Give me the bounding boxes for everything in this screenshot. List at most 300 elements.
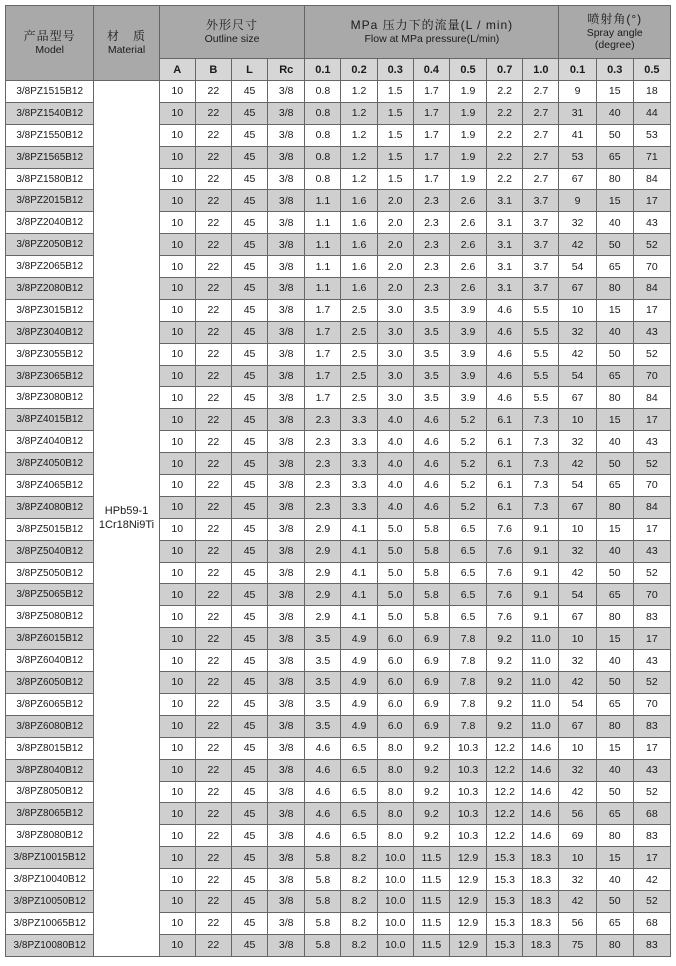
flow-cell: 3.1: [487, 256, 523, 278]
angle-cell: 68: [633, 803, 670, 825]
angle-cell: 54: [559, 365, 596, 387]
angle-cell: 17: [633, 518, 670, 540]
flow-cell: 6.5: [449, 518, 486, 540]
angle-col-header: 0.5: [633, 59, 670, 81]
dim-a-cell: 10: [159, 847, 195, 869]
outline-header: [159, 6, 305, 59]
flow-cell: 9.2: [487, 650, 523, 672]
angle-cell: 40: [596, 540, 633, 562]
dim-l-cell: 45: [231, 453, 267, 475]
angle-cell: 83: [633, 825, 670, 847]
flow-cell: 8.2: [341, 934, 377, 956]
flow-cell: 1.7: [305, 299, 341, 321]
flow-cell: 1.9: [449, 168, 486, 190]
flow-cell: 1.7: [413, 81, 449, 103]
flow-cell: 3.0: [377, 299, 413, 321]
dim-l-cell: 45: [231, 496, 267, 518]
dim-rc-cell: 3/8: [268, 934, 305, 956]
flow-cell: 1.1: [305, 278, 341, 300]
angle-cell: 43: [633, 431, 670, 453]
flow-cell: 1.6: [341, 278, 377, 300]
model-cell: 3/8PZ8015B12: [6, 737, 94, 759]
dim-a-cell: 10: [159, 168, 195, 190]
flow-cell: 0.8: [305, 124, 341, 146]
flow-cell: 4.9: [341, 672, 377, 694]
flow-cell: 15.3: [487, 912, 523, 934]
flow-cell: 3.5: [413, 343, 449, 365]
pressure-col-header: 1.0: [523, 59, 559, 81]
flow-cell: 2.9: [305, 518, 341, 540]
flow-header: [305, 6, 559, 59]
angle-cell: 65: [596, 803, 633, 825]
angle-cell: 10: [559, 628, 596, 650]
flow-cell: 2.2: [487, 124, 523, 146]
angle-cell: 83: [633, 934, 670, 956]
dim-rc-cell: 3/8: [268, 475, 305, 497]
flow-cell: 15.3: [487, 890, 523, 912]
flow-cell: 14.6: [523, 825, 559, 847]
dim-a-cell: 10: [159, 475, 195, 497]
pressure-col-header: 0.5: [449, 59, 486, 81]
angle-cell: 84: [633, 496, 670, 518]
angle-cell: 54: [559, 693, 596, 715]
model-cell: 3/8PZ4040B12: [6, 431, 94, 453]
angle-cell: 17: [633, 190, 670, 212]
angle-cell: 15: [596, 299, 633, 321]
dim-l-cell: 45: [231, 278, 267, 300]
angle-cell: 65: [596, 365, 633, 387]
dim-a-cell: 10: [159, 234, 195, 256]
dim-b-cell: 22: [195, 256, 231, 278]
flow-cell: 4.0: [377, 475, 413, 497]
model-cell: 3/8PZ1565B12: [6, 146, 94, 168]
angle-cell: 50: [596, 890, 633, 912]
flow-cell: 4.6: [413, 409, 449, 431]
flow-cell: 9.1: [523, 584, 559, 606]
angle-cell: 83: [633, 715, 670, 737]
flow-cell: 2.6: [449, 256, 486, 278]
flow-cell: 10.3: [449, 759, 486, 781]
angle-cell: 9: [559, 81, 596, 103]
dim-rc-cell: 3/8: [268, 650, 305, 672]
flow-cell: 5.2: [449, 475, 486, 497]
flow-cell: 9.1: [523, 606, 559, 628]
flow-cell: 9.2: [487, 672, 523, 694]
angle-cell: 67: [559, 168, 596, 190]
flow-cell: 6.9: [413, 715, 449, 737]
model-cell: 3/8PZ6050B12: [6, 672, 94, 694]
dim-a-cell: 10: [159, 693, 195, 715]
dim-rc-cell: 3/8: [268, 606, 305, 628]
dim-l-cell: 45: [231, 365, 267, 387]
angle-cell: 17: [633, 299, 670, 321]
model-cell: 3/8PZ6040B12: [6, 650, 94, 672]
angle-cell: 17: [633, 409, 670, 431]
dim-b-cell: 22: [195, 234, 231, 256]
flow-cell: 1.5: [377, 168, 413, 190]
flow-cell: 10.3: [449, 737, 486, 759]
flow-cell: 6.5: [341, 759, 377, 781]
dim-l-cell: 45: [231, 715, 267, 737]
angle-cell: 52: [633, 562, 670, 584]
flow-cell: 4.1: [341, 540, 377, 562]
flow-cell: 4.9: [341, 715, 377, 737]
flow-cell: 4.0: [377, 453, 413, 475]
angle-cell: 70: [633, 584, 670, 606]
flow-cell: 3.7: [523, 190, 559, 212]
dim-l-cell: 45: [231, 759, 267, 781]
dim-rc-cell: 3/8: [268, 869, 305, 891]
angle-cell: 84: [633, 387, 670, 409]
dim-l-cell: 45: [231, 628, 267, 650]
dim-a-cell: 10: [159, 190, 195, 212]
dim-a-cell: 10: [159, 299, 195, 321]
dim-rc-cell: 3/8: [268, 759, 305, 781]
dim-l-cell: 45: [231, 803, 267, 825]
flow-cell: 3.7: [523, 278, 559, 300]
flow-cell: 1.7: [305, 365, 341, 387]
dim-a-cell: 10: [159, 278, 195, 300]
flow-cell: 14.6: [523, 759, 559, 781]
flow-cell: 2.0: [377, 190, 413, 212]
dim-l-cell: 45: [231, 606, 267, 628]
flow-cell: 10.0: [377, 912, 413, 934]
flow-cell: 12.9: [449, 847, 486, 869]
flow-cell: 5.2: [449, 453, 486, 475]
flow-cell: 3.5: [413, 387, 449, 409]
angle-cell: 40: [596, 869, 633, 891]
flow-cell: 4.6: [487, 321, 523, 343]
angle-cell: 10: [559, 518, 596, 540]
flow-cell: 5.8: [413, 562, 449, 584]
flow-cell: 6.9: [413, 628, 449, 650]
model-cell: 3/8PZ5065B12: [6, 584, 94, 606]
dim-l-cell: 45: [231, 190, 267, 212]
flow-cell: 6.5: [449, 540, 486, 562]
angle-cell: 67: [559, 278, 596, 300]
model-cell: 3/8PZ6080B12: [6, 715, 94, 737]
flow-cell: 4.9: [341, 650, 377, 672]
flow-cell: 5.5: [523, 365, 559, 387]
flow-cell: 3.5: [305, 672, 341, 694]
pressure-col-header: 0.7: [487, 59, 523, 81]
flow-cell: 3.9: [449, 343, 486, 365]
flow-cell: 12.9: [449, 934, 486, 956]
dim-rc-cell: 3/8: [268, 693, 305, 715]
angle-cell: 10: [559, 409, 596, 431]
angle-cell: 17: [633, 737, 670, 759]
model-cell: 3/8PZ2065B12: [6, 256, 94, 278]
model-cell: 3/8PZ8080B12: [6, 825, 94, 847]
angle-cell: 80: [596, 387, 633, 409]
flow-cell: 1.7: [413, 102, 449, 124]
flow-cell: 11.0: [523, 672, 559, 694]
flow-cell: 6.5: [341, 781, 377, 803]
dim-a-cell: 10: [159, 606, 195, 628]
dim-b-cell: 22: [195, 715, 231, 737]
flow-cell: 0.8: [305, 146, 341, 168]
dim-rc-cell: 3/8: [268, 256, 305, 278]
flow-cell: 2.6: [449, 212, 486, 234]
model-header-zh: 产品型号: [23, 29, 76, 44]
flow-cell: 3.7: [523, 256, 559, 278]
flow-cell: 10.0: [377, 847, 413, 869]
material-cell: [94, 81, 159, 957]
flow-cell: 2.3: [305, 409, 341, 431]
flow-cell: 4.0: [377, 431, 413, 453]
flow-cell: 12.2: [487, 759, 523, 781]
dim-b-cell: 22: [195, 146, 231, 168]
flow-cell: 6.0: [377, 650, 413, 672]
dim-a-cell: 10: [159, 912, 195, 934]
flow-cell: 1.5: [377, 81, 413, 103]
flow-cell: 10.3: [449, 825, 486, 847]
dim-b-cell: 22: [195, 102, 231, 124]
dim-rc-cell: 3/8: [268, 562, 305, 584]
angle-cell: 43: [633, 321, 670, 343]
dim-l-cell: 45: [231, 102, 267, 124]
flow-cell: 2.2: [487, 146, 523, 168]
dim-b-cell: 22: [195, 278, 231, 300]
flow-cell: 4.6: [305, 825, 341, 847]
flow-cell: 3.0: [377, 387, 413, 409]
flow-cell: 10.3: [449, 781, 486, 803]
angle-cell: 42: [559, 343, 596, 365]
angle-cell: 80: [596, 168, 633, 190]
dim-a-cell: 10: [159, 102, 195, 124]
angle-cell: 43: [633, 650, 670, 672]
angle-cell: 50: [596, 234, 633, 256]
dim-rc-cell: 3/8: [268, 146, 305, 168]
dim-b-cell: 22: [195, 737, 231, 759]
dim-a-cell: 10: [159, 869, 195, 891]
dim-b-cell: 22: [195, 124, 231, 146]
angle-cell: 41: [559, 124, 596, 146]
flow-cell: 3.9: [449, 321, 486, 343]
dim-rc-cell: 3/8: [268, 540, 305, 562]
flow-cell: 5.5: [523, 343, 559, 365]
angle-cell: 68: [633, 912, 670, 934]
flow-cell: 0.8: [305, 102, 341, 124]
angle-cell: 44: [633, 102, 670, 124]
flow-cell: 9.1: [523, 518, 559, 540]
flow-cell: 4.6: [487, 387, 523, 409]
flow-cell: 2.3: [413, 256, 449, 278]
dim-b-cell: 22: [195, 628, 231, 650]
flow-cell: 2.5: [341, 299, 377, 321]
flow-cell: 6.0: [377, 628, 413, 650]
flow-cell: 4.6: [413, 475, 449, 497]
flow-cell: 5.8: [305, 934, 341, 956]
dim-rc-cell: 3/8: [268, 343, 305, 365]
angle-cell: 10: [559, 737, 596, 759]
dim-b-cell: 22: [195, 562, 231, 584]
flow-cell: 7.3: [523, 453, 559, 475]
dim-rc-cell: 3/8: [268, 124, 305, 146]
dim-l-cell: 45: [231, 431, 267, 453]
model-cell: 3/8PZ6065B12: [6, 693, 94, 715]
flow-cell: 3.3: [341, 496, 377, 518]
flow-cell: 2.9: [305, 584, 341, 606]
dim-b-cell: 22: [195, 847, 231, 869]
flow-cell: 1.1: [305, 256, 341, 278]
angle-cell: 56: [559, 912, 596, 934]
angle-cell: 54: [559, 256, 596, 278]
angle-cell: 80: [596, 606, 633, 628]
dim-l-cell: 45: [231, 781, 267, 803]
dim-b-cell: 22: [195, 825, 231, 847]
flow-cell: 7.6: [487, 518, 523, 540]
angle-cell: 69: [559, 825, 596, 847]
flow-cell: 4.0: [377, 496, 413, 518]
flow-cell: 2.5: [341, 343, 377, 365]
dim-a-cell: 10: [159, 81, 195, 103]
dim-a-cell: 10: [159, 518, 195, 540]
angle-cell: 40: [596, 759, 633, 781]
flow-cell: 3.3: [341, 431, 377, 453]
dim-b-cell: 22: [195, 81, 231, 103]
model-cell: 3/8PZ10015B12: [6, 847, 94, 869]
flow-cell: 10.3: [449, 803, 486, 825]
flow-cell: 8.0: [377, 825, 413, 847]
dim-l-cell: 45: [231, 518, 267, 540]
dim-l-cell: 45: [231, 212, 267, 234]
flow-cell: 1.7: [305, 321, 341, 343]
dim-b-cell: 22: [195, 321, 231, 343]
angle-cell: 70: [633, 475, 670, 497]
table-body: [6, 81, 671, 957]
dim-l-cell: 45: [231, 234, 267, 256]
flow-cell: 7.3: [523, 431, 559, 453]
flow-cell: 18.3: [523, 890, 559, 912]
material-line2: 1Cr18Ni9Ti: [98, 519, 155, 532]
flow-cell: 4.9: [341, 628, 377, 650]
dim-a-cell: 10: [159, 781, 195, 803]
flow-cell: 15.3: [487, 869, 523, 891]
model-cell: 3/8PZ1550B12: [6, 124, 94, 146]
angle-cell: 65: [596, 146, 633, 168]
flow-cell: 2.5: [341, 365, 377, 387]
flow-cell: 3.1: [487, 278, 523, 300]
dim-a-cell: 10: [159, 737, 195, 759]
flow-cell: 5.8: [413, 518, 449, 540]
flow-cell: 2.3: [305, 475, 341, 497]
angle-cell: 40: [596, 212, 633, 234]
flow-cell: 1.7: [413, 124, 449, 146]
flow-cell: 1.9: [449, 81, 486, 103]
flow-cell: 12.2: [487, 825, 523, 847]
dim-a-cell: 10: [159, 759, 195, 781]
flow-cell: 5.5: [523, 299, 559, 321]
angle-cell: 65: [596, 475, 633, 497]
flow-cell: 5.8: [305, 869, 341, 891]
dim-b-cell: 22: [195, 934, 231, 956]
dim-rc-cell: 3/8: [268, 825, 305, 847]
table-row: [6, 81, 671, 103]
dim-rc-cell: 3/8: [268, 168, 305, 190]
dim-l-cell: 45: [231, 81, 267, 103]
flow-cell: 2.7: [523, 168, 559, 190]
flow-cell: 4.6: [413, 453, 449, 475]
flow-cell: 14.6: [523, 803, 559, 825]
dim-b-cell: 22: [195, 890, 231, 912]
angle-cell: 32: [559, 759, 596, 781]
angle-cell: 71: [633, 146, 670, 168]
flow-cell: 1.9: [449, 124, 486, 146]
angle-cell: 52: [633, 343, 670, 365]
angle-cell: 43: [633, 212, 670, 234]
flow-cell: 1.1: [305, 212, 341, 234]
dim-b-cell: 22: [195, 518, 231, 540]
flow-cell: 2.0: [377, 234, 413, 256]
dim-l-cell: 45: [231, 672, 267, 694]
flow-cell: 1.1: [305, 190, 341, 212]
flow-cell: 18.3: [523, 847, 559, 869]
flow-cell: 1.2: [341, 81, 377, 103]
dim-l-cell: 45: [231, 475, 267, 497]
angle-cell: 10: [559, 847, 596, 869]
flow-cell: 11.0: [523, 715, 559, 737]
flow-cell: 5.8: [413, 584, 449, 606]
dim-l-cell: 45: [231, 321, 267, 343]
flow-cell: 15.3: [487, 934, 523, 956]
flow-cell: 10.0: [377, 890, 413, 912]
angle-cell: 15: [596, 409, 633, 431]
dim-a-cell: 10: [159, 387, 195, 409]
flow-header-zh: MPa 压力下的流量(L / min): [350, 18, 514, 33]
dim-l-cell: 45: [231, 869, 267, 891]
angle-cell: 15: [596, 518, 633, 540]
angle-cell: 40: [596, 102, 633, 124]
flow-cell: 3.9: [449, 387, 486, 409]
angle-cell: 18: [633, 81, 670, 103]
angle-cell: 15: [596, 737, 633, 759]
flow-cell: 2.0: [377, 212, 413, 234]
dim-b-cell: 22: [195, 496, 231, 518]
flow-cell: 6.5: [341, 803, 377, 825]
flow-cell: 1.2: [341, 102, 377, 124]
dim-rc-cell: 3/8: [268, 212, 305, 234]
dim-a-cell: 10: [159, 431, 195, 453]
flow-cell: 10.0: [377, 934, 413, 956]
dim-a-cell: 10: [159, 212, 195, 234]
flow-cell: 7.8: [449, 715, 486, 737]
model-cell: 3/8PZ10080B12: [6, 934, 94, 956]
dim-rc-cell: 3/8: [268, 584, 305, 606]
flow-cell: 6.0: [377, 672, 413, 694]
flow-cell: 12.2: [487, 737, 523, 759]
flow-cell: 3.9: [449, 299, 486, 321]
flow-cell: 6.1: [487, 431, 523, 453]
angle-cell: 65: [596, 584, 633, 606]
header-row-main: [6, 6, 671, 59]
angle-cell: 15: [596, 847, 633, 869]
dim-l-cell: 45: [231, 912, 267, 934]
dim-rc-cell: 3/8: [268, 81, 305, 103]
flow-cell: 2.6: [449, 190, 486, 212]
dim-b-cell: 22: [195, 409, 231, 431]
outline-col-header: Rc: [268, 59, 305, 81]
flow-cell: 1.5: [377, 146, 413, 168]
angle-cell: 50: [596, 124, 633, 146]
flow-cell: 11.0: [523, 628, 559, 650]
model-cell: 3/8PZ10050B12: [6, 890, 94, 912]
angle-header-unit: (degree): [594, 38, 635, 51]
outline-col-header: B: [195, 59, 231, 81]
dim-a-cell: 10: [159, 934, 195, 956]
flow-cell: 7.6: [487, 540, 523, 562]
model-cell: 3/8PZ3015B12: [6, 299, 94, 321]
